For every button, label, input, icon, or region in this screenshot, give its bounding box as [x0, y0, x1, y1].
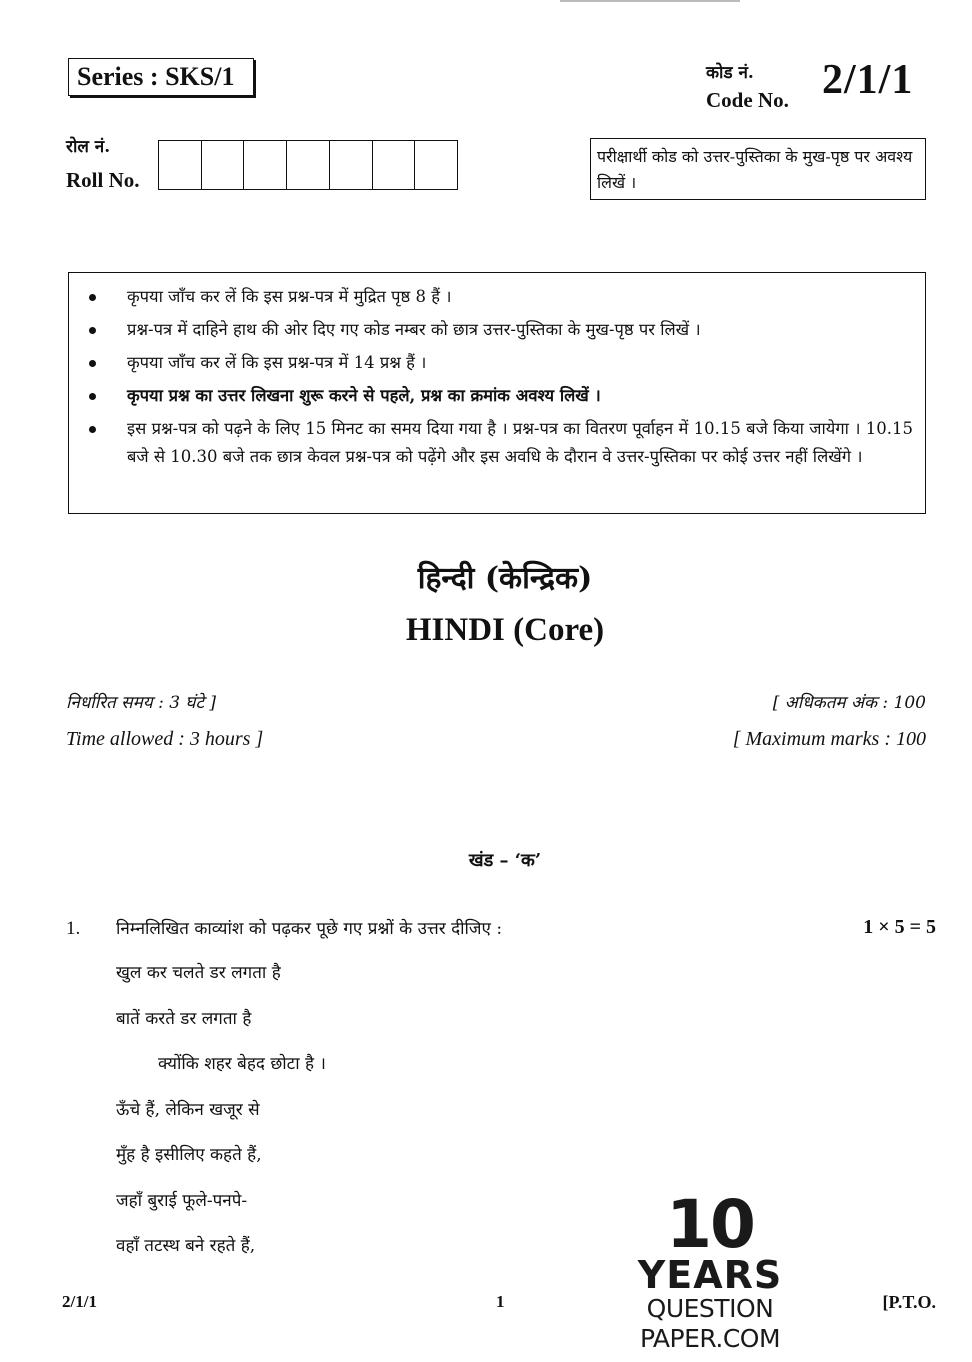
roll-digit-box[interactable] [373, 141, 416, 189]
instructions-box [68, 272, 926, 514]
question-text: निम्नलिखित काव्यांश को पढ़कर पूछे गए प्रश्नों के उत्तर दीजिए : [116, 919, 503, 939]
roll-digit-box[interactable] [202, 141, 245, 189]
roll-digit-box[interactable] [287, 141, 330, 189]
roll-digit-box[interactable] [244, 141, 287, 189]
bullet-icon [89, 327, 96, 334]
candidate-code-note [590, 138, 926, 200]
roll-digit-box[interactable] [159, 141, 202, 189]
code-label-hindi: कोड नं. [706, 63, 754, 83]
poem-line: मुँह है इसीलिए कहते हैं, [116, 1145, 262, 1165]
instruction-item: प्रश्न-पत्र में दाहिने हाथ की ओर दिए गए कोड नम्बर को छात्र उत्तर-पुस्तिका के मुख-पृष्ठ पर लिखें । [89, 316, 913, 344]
instructions-list [89, 283, 913, 471]
poem-line: ऊँचे हैं, लेकिन खजूर से [116, 1099, 260, 1120]
roll-digit-box[interactable] [330, 141, 373, 189]
watermark-logo [580, 1186, 840, 1354]
watermark-site: QUESTION PAPER.COM [639, 1294, 781, 1353]
instruction-item: कृपया प्रश्न का उत्तर लिखना शुरू करने से पहले, प्रश्न का क्रमांक अवश्य लिखें । [89, 382, 913, 410]
subject-title-hindi: हिन्दी (केन्द्रिक) [417, 561, 593, 596]
watermark-years: YEARS [637, 1253, 783, 1297]
instruction-item: कृपया जाँच कर लें कि इस प्रश्न-पत्र में 14 प्रश्न हैं । [89, 349, 913, 377]
pto-label: [P.T.O. [882, 1292, 936, 1312]
time-allowed-english: Time allowed : 3 hours ] [66, 728, 264, 750]
note-text: परीक्षार्थी कोड को उत्तर-पुस्तिका के मुख-पृष्ठ पर अवश्य लिखें । [597, 147, 913, 192]
max-marks-english: [ Maximum marks : 100 [732, 728, 926, 750]
footer-code: 2/1/1 [62, 1292, 97, 1311]
code-number: 2/1/1 [822, 57, 914, 103]
instruction-item: इस प्रश्न-पत्र को पढ़ने के लिए 15 मिनट का समय दिया गया है । प्रश्न-पत्र का वितरण पूर्वाहन में 10.15 बजे किया जायेगा । 10.15 बजे से 10.30 बजे तक छात्र केवल प्रश्न-पत्र को पढ़ेंगे और इस अवधि के दौरान वे उत्तर-पुस्तिका पर कोई उत्तर नहीं लिखेंगे । [89, 415, 913, 471]
bullet-icon [89, 294, 96, 301]
roll-digit-box[interactable] [415, 141, 457, 189]
poem-line: वहाँ तटस्थ बने रहते हैं, [116, 1236, 256, 1256]
watermark-number: 10 [666, 1186, 754, 1263]
section-heading: खंड – ‘क’ [468, 850, 542, 871]
page-number: 1 [496, 1292, 505, 1311]
instruction-item: कृपया जाँच कर लें कि इस प्रश्न-पत्र में मुद्रित पृष्ठ 8 हैं । [89, 283, 913, 311]
series-box [68, 58, 254, 96]
roll-label-hindi: रोल नं. [66, 137, 111, 157]
bullet-icon [89, 360, 96, 367]
time-allowed-hindi: निर्धारित समय : 3 घंटे ] [66, 693, 217, 713]
roll-number-boxes[interactable] [158, 140, 458, 190]
question-number: 1. [66, 918, 81, 939]
bullet-icon [89, 393, 96, 400]
scan-artifact [560, 0, 740, 5]
poem-passage [116, 958, 326, 1277]
poem-line: खुल कर चलते डर लगता है [116, 963, 281, 983]
bullet-icon [89, 426, 96, 433]
max-marks-hindi: [ अधिकतम अंक : 100 [772, 693, 926, 713]
subject-title-english: HINDI (Core) [405, 612, 605, 648]
question-marks: 1 × 5 = 5 [863, 916, 936, 938]
poem-line: बातें करते डर लगता है [116, 1008, 252, 1029]
series-label: Series : SKS/1 [77, 62, 235, 91]
poem-line: जहाँ बुराई फूले-पनपे- [116, 1190, 248, 1211]
roll-label-english: Roll No. [66, 168, 140, 192]
poem-line: क्योंकि शहर बेहद छोटा है । [158, 1054, 326, 1074]
code-label-english: Code No. [706, 88, 789, 112]
